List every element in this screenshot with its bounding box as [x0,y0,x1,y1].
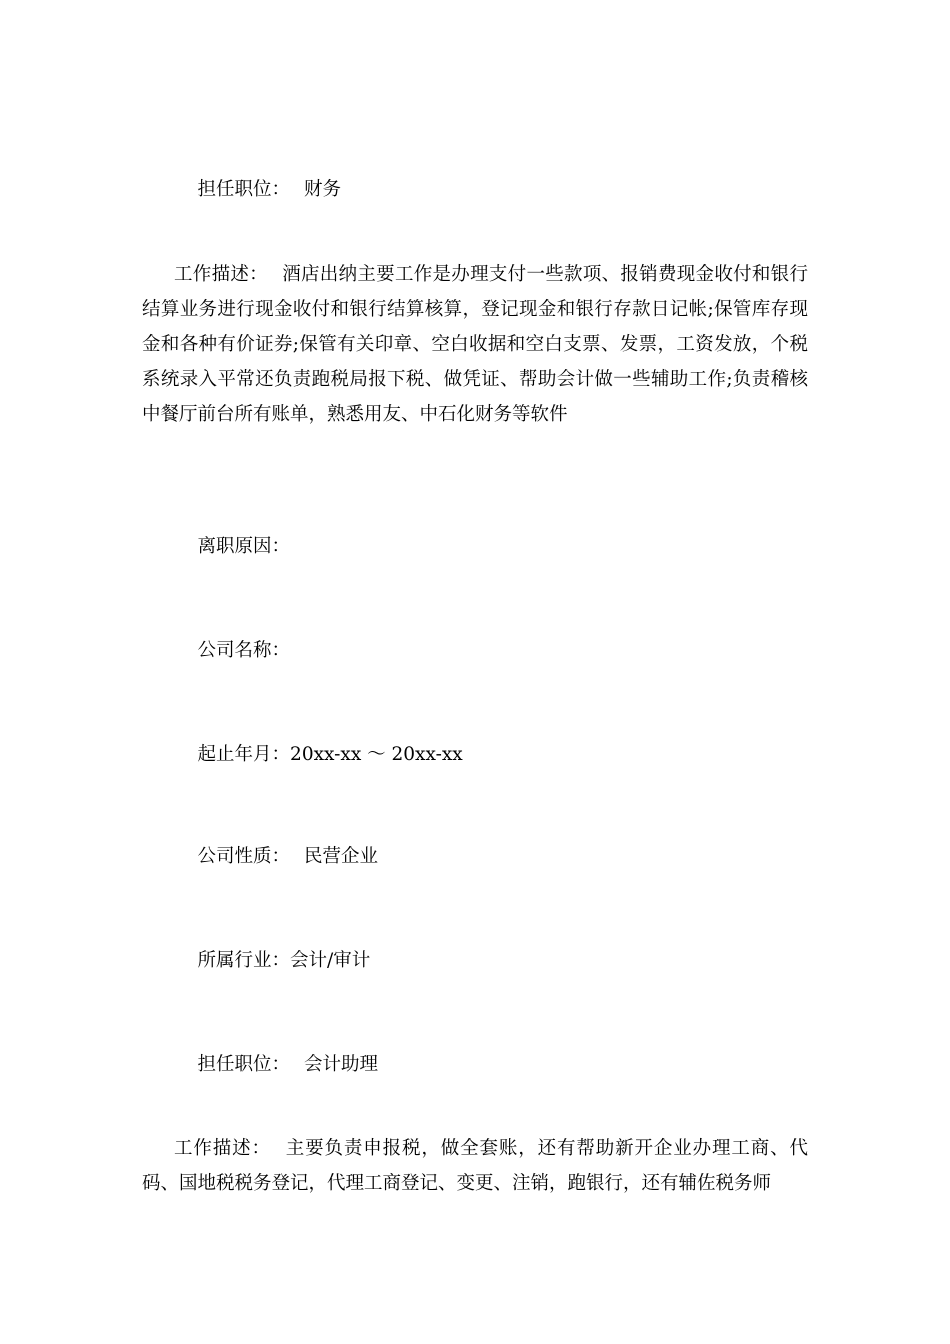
position-row-2 [174,1037,378,1093]
leave-reason-label: 离职原因： [197,535,291,557]
industry-row [174,933,370,989]
job-description-1 [142,257,808,432]
company-name-row [174,623,290,679]
company-type-value: 民营企业 [304,845,379,867]
position-label: 担任职位： [197,1053,291,1075]
position-label: 担任职位： [197,178,291,200]
leave-reason-row [174,519,290,575]
job-description-label: 工作描述： [174,264,268,285]
company-name-label: 公司名称： [197,639,291,661]
job-description-2 [142,1131,808,1201]
position-value: 会计助理 [304,1053,379,1075]
job-description-label: 工作描述： [174,1138,271,1159]
period-label: 起止年月： [197,743,291,765]
position-row-1 [174,162,341,218]
position-value: 财务 [304,178,342,200]
industry-label: 所属行业： [197,949,291,971]
job-description-text: 主要负责申报税，做全套账，还有帮助新开企业办理工商、代码、国地税税务登记，代理工商登记、变更、注销，跑银行，还有辅佐税务师 [142,1138,808,1194]
period-value: 20xx-xx ～ 20xx-xx [290,743,463,765]
period-row [174,727,463,783]
company-type-row [174,829,378,885]
company-type-label: 公司性质： [197,845,291,867]
industry-value: 会计/审计 [290,949,371,971]
job-description-text: 酒店出纳主要工作是办理支付一些款项、报销费现金收付和银行结算业务进行现金收付和银行结算核算，登记现金和银行存款日记帐;保管库存现金和各种有价证券;保管有关印章、空白收据和空白支票、发票，工资发放，个税系统录入平常还负责跑税局报下税、做凭证、帮助会计做一些辅助工作;负责稽核中餐厅前台所有账单，熟悉用友、中石化财务等软件 [142,264,808,425]
